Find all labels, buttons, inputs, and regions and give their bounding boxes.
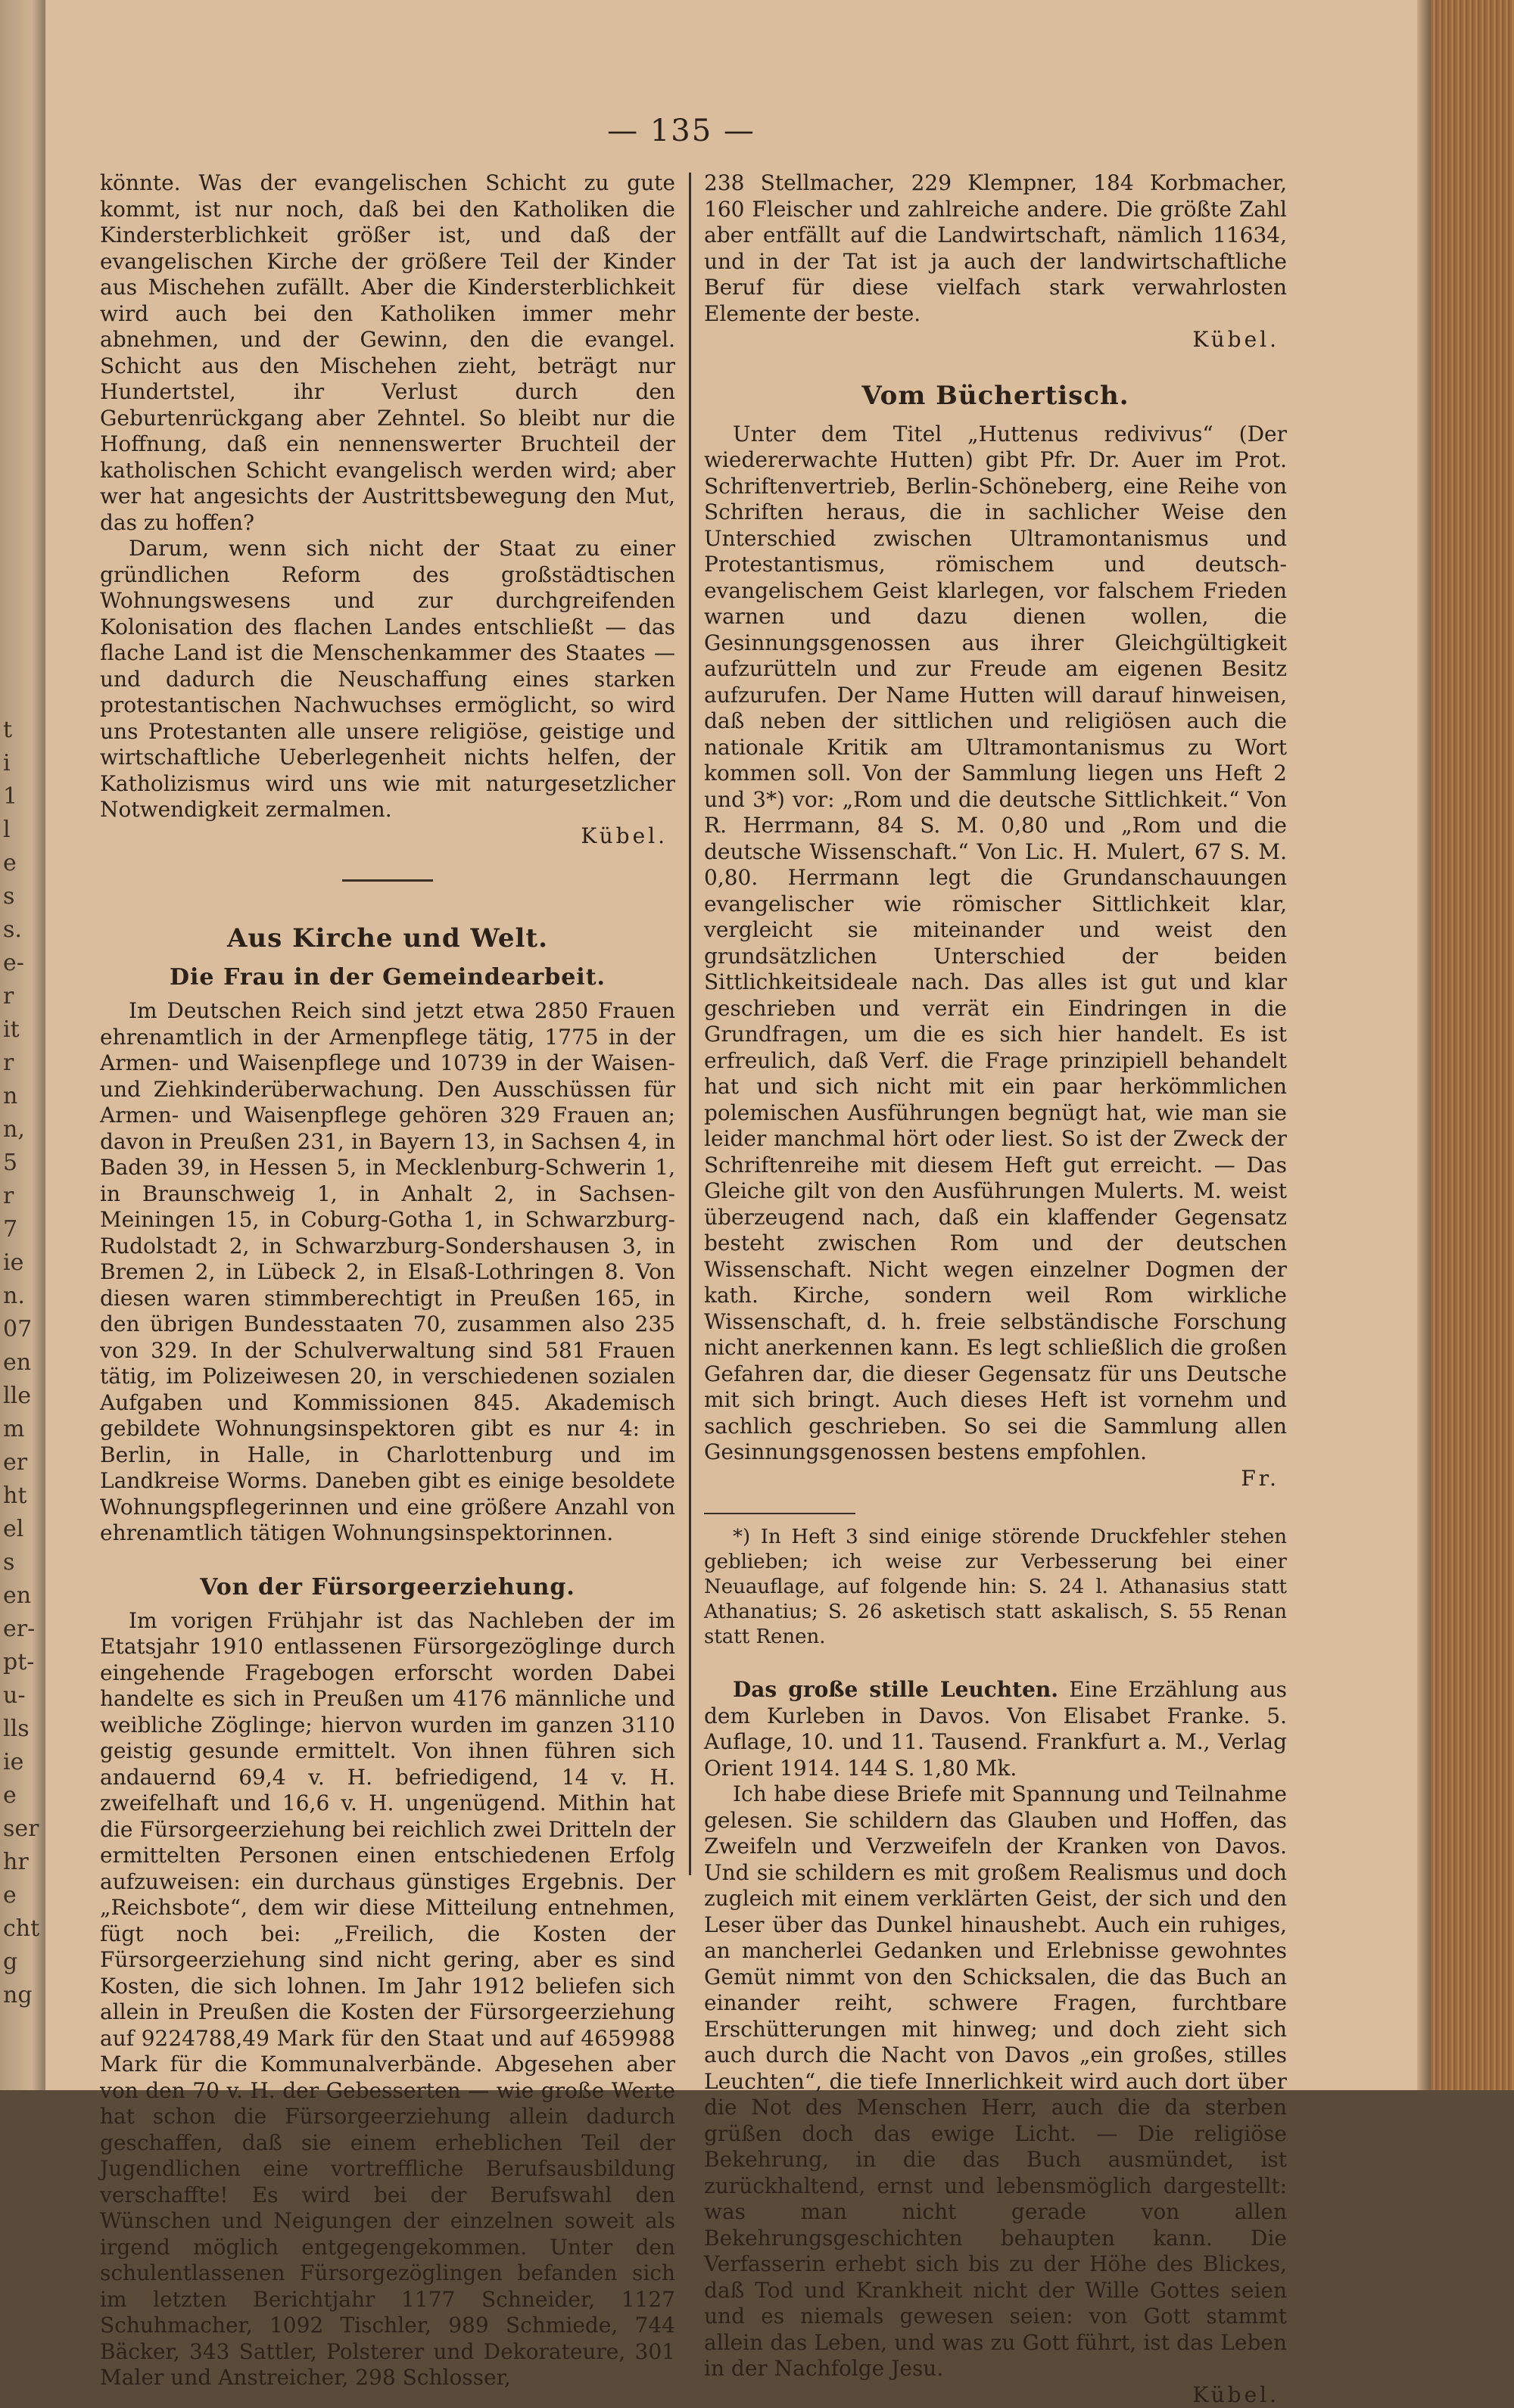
previous-page-fragment: 07	[3, 1318, 32, 1341]
previous-page-fragment: cht	[3, 1918, 39, 1940]
previous-page-fragment: pt-	[3, 1651, 34, 1674]
page-shadow	[1417, 0, 1431, 2090]
previous-page-fragment: n,	[3, 1118, 25, 1141]
article-title: Von der Fürsorgeerziehung.	[100, 1574, 675, 1601]
book-edge	[1431, 0, 1514, 2090]
previous-page-fragment: ng	[3, 1984, 33, 2007]
author-signature: Fr.	[704, 1466, 1287, 1492]
previous-page-fragment: i	[3, 752, 11, 775]
previous-page-fragment: hr	[3, 1851, 29, 1874]
previous-page-edge	[0, 0, 45, 2090]
previous-page-fragment: 1	[3, 786, 17, 808]
previous-page-fragment: 5	[3, 1152, 17, 1174]
previous-page-fragment: s	[3, 1551, 14, 1574]
article-text: Im Deutschen Reich sind jetzt etwa 2850 Frauen ehrenamtlich in der Armenpflege tätig, 1775 in der Armen- und Waisenpflege und 10739 in der Waisen- und Ziehkinderüberwachung. Den Ausschüssen für Armen- und Waisenpflege gehören 329 Frauen an; davon in Preußen 231, in Bayern 13, in Sachsen 4, in Baden 39, in Hessen 5, in Mecklenburg-Schwerin 1, in Braunschweig 1, in Anhalt 2, in Sachsen-Meiningen 15, in Coburg-Gotha 1, in Schwarzburg-Rudolstadt 2, in Schwarzburg-Sondershausen 3, in Bremen 2, in Lübeck 2, in Elsaß-Lothringen 8. Von diesen waren stimmberechtigt in Preußen 165, in den übrigen Bundesstaaten 70, zusammen also 235 von 329. In der Schulverwaltung sind 581 Frauen tätig, im Polizeiwesen 20, in verschiedenen sozialen Aufgaben und Kommissionen 845. Akademisch gebildete Wohnungsinspektoren gibt es nur 4: in Berlin, in Halle, in Charlottenburg und im Landkreise Worms. Daneben gibt es einige besoldete Wohnungspflegerinnen und eine größere Anzahl von ehrenamtlich tätigen Wohnungsinspektorinnen.	[100, 998, 675, 1547]
previous-page-fragment: en	[3, 1585, 31, 1607]
previous-page-fragment: s.	[3, 919, 22, 941]
previous-page-fragment: g	[3, 1951, 17, 1974]
right-column	[704, 170, 1287, 2408]
previous-page-fragment: r	[3, 1185, 14, 1208]
section-divider	[342, 879, 433, 882]
previous-page-fragment: t	[3, 719, 12, 742]
previous-page-fragment: ht	[3, 1485, 26, 1507]
section-title: Vom Büchertisch.	[704, 381, 1287, 411]
previous-page-fragment: ie	[3, 1252, 23, 1274]
previous-page-fragment: s	[3, 885, 14, 908]
previous-page-fragment: lls	[3, 1718, 30, 1741]
previous-page-fragment: n.	[3, 1285, 25, 1308]
previous-page-fragment: e	[3, 1784, 17, 1807]
previous-page-fragment: lle	[3, 1385, 31, 1408]
page-number: — 135 —	[606, 114, 757, 148]
review-heading	[704, 1677, 1287, 1781]
previous-page-fragment: e	[3, 1884, 17, 1907]
intro-paragraph: könnte. Was der evangelischen Schicht zu gute kommt, ist nur noch, daß bei den Katholiken die Kindersterblichkeit größer ist, und daß der evangelischen Kirche der größere Teil der Kinder aus Mischehen zufällt. Aber die Kindersterblichkeit wird auch bei den Katholiken immer mehr abnehmen, und der Gewinn, den die evangel. Schicht aus den Mischehen zieht, beträgt nur Hundertstel, ihr Verlust durch den Geburtenrückgang aber Zehntel. So bleibt nur die Hoffnung, daß ein nennenswerter Bruchteil der katholischen Schicht evangelisch werden wird; aber wer hat angesichts der Austrittsbewegung den Mut, das zu hoffen?	[100, 170, 675, 536]
article-text: Im vorigen Frühjahr ist das Nachleben der im Etatsjahr 1910 entlassenen Fürsorgezöglinge durch eingehende Fragebogen erforscht worden Dabei handelte es sich in Preußen um 4176 männliche und weibliche Zöglinge; hiervon wurden im ganzen 3110 geistig gesunde ermittelt. Von ihnen führen sich andauernd 69,4 v. H. befriedigend, 14 v. H. zweifelhaft und 16,6 v. H. ungenügend. Mithin hat die Fürsorgeerziehung bei reichlich zwei Dritteln der ermittelten Personen einen entschiedenen Erfolg aufzuweisen: ein durchaus günstiges Ergebnis. Der „Reichsbote“, dem wir diese Mitteilung entnehmen, fügt noch bei: „Freilich, die Kosten der Fürsorgeerziehung sind nicht gering, aber es sind Kosten, die sich lohnen. Im Jahr 1912 beliefen sich allein in Preußen die Kosten der Fürsorgeerziehung auf 9224788,49 Mark für den Staat und auf 4659988 Mark für die Kommunalverbände. Abgesehen aber von den 70 v. H. der Gebesserten — wie große Werte hat schon die Fürsorgeerziehung allein dadurch geschaffen, daß sie einem erheblichen Teil der Jugendlichen eine vortreffliche Berufsausbildung verschaffte! Es wird bei der Berufswahl den Wünschen und Neigungen der einzelnen soweit als irgend möglich entgegengekommen. Unter den schulentlassenen Fürsorgezöglingen befanden sich im letzten Berichtjahr 1177 Schneider, 1127 Schuhmacher, 1092 Tischler, 989 Schmiede, 744 Bäcker, 343 Sattler, Polsterer und Dekorateure, 301 Maler und Anstreicher, 298 Schlosser,	[100, 1608, 675, 2391]
previous-page-fragment: ie	[3, 1751, 23, 1774]
previous-page-fragment: l	[3, 819, 11, 842]
author-signature: Kübel.	[704, 327, 1287, 353]
section-title: Aus Kirche und Welt.	[100, 923, 675, 954]
previous-page-fragment: it	[3, 1019, 20, 1041]
book-info: Eine Erzählung aus dem Kurleben in Davos. Von Elisabet Franke. 5. Auflage, 10. und 11. Tausend. Frankfurt a. M., Verlag Orient 1914. 144 S. 1,80 Mk.	[704, 1677, 1287, 1781]
previous-page-fragment: ser	[3, 1818, 39, 1840]
review-text: Ich habe diese Briefe mit Spannung und Teilnahme gelesen. Sie schildern das Glauben und Hoffen, das Zweifeln und Verzweifeln der Kranken von Davos. Und sie schildern es mit großem Realismus und doch zugleich mit einem verklärten Geist, der sich und den Leser über das Dunkel hinaushebt. Auch ein ruhiges, an mancherlei Gedanken und Erlebnisse gewohntes Gemüt nimmt von den Schicksalen, die das Buch an einander reiht, schwere Fragen, furchtbare Erschütterungen mit hinweg; und doch zieht sich auch durch die Nacht von Davos „ein großes, stilles Leuchten“, die tiefe Innerlichkeit wird auch dort über die Not des Menschen Herr, auch die da sterben grüßen doch das ewige Licht. — Die religiöse Bekehrung, in die das Buch ausmündet, ist zurückhaltend, ernst und lebensmöglich dargestellt: was man nicht gerade von allen Bekehrungsgeschichten behaupten kann. Die Verfasserin erhebt sich bis zu der Höhe des Blickes, daß Tod und Krankheit nicht der Wille Gottes seien und es niemals gewesen seien: von Gott stammt allein das Leben, und was zu Gott führt, ist das Leben in der Nachfolge Jesu.	[704, 1781, 1287, 2382]
previous-page-fragment: er	[3, 1451, 27, 1474]
author-signature: Kübel.	[100, 823, 675, 850]
previous-page-fragment: r	[3, 1052, 14, 1075]
previous-page-fragment: e-	[3, 952, 24, 975]
footnote: *) In Heft 3 sind einige störende Druckfehler stehen geblieben; ich weise zur Verbesserung bei einer Neuauflage, auf folgende hin: S. 24 l. Athanasius statt Athanatius; S. 26 asketisch statt askalisch, S. 55 Renan statt Renen.	[704, 1525, 1287, 1650]
article-title: Die Frau in der Gemeindearbeit.	[100, 964, 675, 991]
previous-page-fragment: r	[3, 985, 14, 1008]
previous-page-fragment: n	[3, 1085, 17, 1108]
previous-page-fragment: u-	[3, 1685, 25, 1707]
continuation-text: 238 Stellmacher, 229 Klempner, 184 Korbmacher, 160 Fleischer und zahlreiche andere. Die größte Zahl aber entfällt auf die Landwirtschaft, nämlich 11634, und in der Tat ist ja auch der landwirtschaftliche Beruf für diese vielfach stark verwahrlosten Elemente der beste.	[704, 170, 1287, 327]
footnote-divider	[704, 1513, 855, 1514]
left-column	[100, 170, 675, 2391]
previous-page-fragment: el	[3, 1518, 23, 1541]
previous-page-fragment: en	[3, 1352, 31, 1374]
author-signature: Kübel.	[704, 2382, 1287, 2408]
previous-page-fragment: er-	[3, 1618, 35, 1641]
book-title: Das große stille Leuchten.	[733, 1677, 1058, 1702]
previous-page-fragment: m	[3, 1418, 24, 1441]
column-divider	[689, 173, 691, 1875]
intro-paragraph: Darum, wenn sich nicht der Staat zu einer gründlichen Reform des großstädtischen Wohnungswesens und zur durchgreifenden Kolonisation des flachen Landes entschließt — das flache Land ist die Menschenkammer des Staates — und dadurch die Neuschaffung eines starken protestantischen Nachwuchses ermöglicht, so wird uns Protestanten alle unsere religiöse, geistige und wirtschaftliche Ueberlegenheit nichts helfen, der Katholizismus wird uns wie mit naturgesetzlicher Notwendigkeit zermalmen.	[100, 536, 675, 823]
review-text: Unter dem Titel „Huttenus redivivus“ (Der wiedererwachte Hutten) gibt Pfr. Dr. Auer im Prot. Schriftenvertrieb, Berlin-Schöneberg, eine Reihe von Schriften heraus, die in sachlicher Weise den Unterschied zwischen Ultramontanismus und Protestantismus, römischem und deutsch-evangelischem Geist klarlegen, vor falschem Frieden warnen und dazu dienen wollen, die Gesinnungsgenossen aus ihrer Gleichgültigkeit aufzurütteln und zur Freude am eigenen Besitz aufzurufen. Der Name Hutten will darauf hinweisen, daß neben der sittlichen und religiösen auch die nationale Kritik am Ultramontanismus zu Wort kommen soll. Von der Sammlung liegen uns Heft 2 und 3*) vor: „Rom und die deutsche Sittlichkeit.“ Von R. Herrmann, 84 S. M. 0,80 und „Rom und die deutsche Wissenschaft.“ Von Lic. H. Mulert, 67 S. M. 0,80. Herrmann legt die Grundanschauungen evangelischer wie römischer Sittlichkeit klar, vergleicht sie miteinander und weist den grundsätzlichen Unterschied der beiden Sittlichkeitsideale nach. Das alles ist gut und klar geschrieben und verrät ein Eindringen in die Grundfragen, um die es sich hier handelt. Es ist erfreulich, daß Verf. die Frage prinzipiell behandelt hat und sich nicht mit ein paar herkömmlichen polemischen Ausführungen begnügt hat, wie man sie leider manchmal hört oder liest. So ist der Zweck der Schriftenreihe mit diesem Heft gut erreicht. — Das Gleiche gilt von den Ausführungen Mulerts. M. weist überzeugend nach, daß ein klaffender Gegensatz besteht zwischen Rom und der deutschen Wissenschaft. Nicht wegen einzelner Dogmen der kath. Kirche, sondern weil Rom wirkliche Wissenschaft, d. h. freie selbständische Forschung nicht anerkennen kann. Es legt schließlich die großen Gefahren dar, die dieser Gegensatz für uns Deutsche mit sich bringt. Auch dieses Heft ist vornehm und sachlich geschrieben. So sei die Sammlung allen Gesinnungsgenossen bestens empfohlen.	[704, 422, 1287, 1466]
previous-page-fragment: e	[3, 852, 17, 875]
previous-page-fragment: 7	[3, 1218, 17, 1241]
